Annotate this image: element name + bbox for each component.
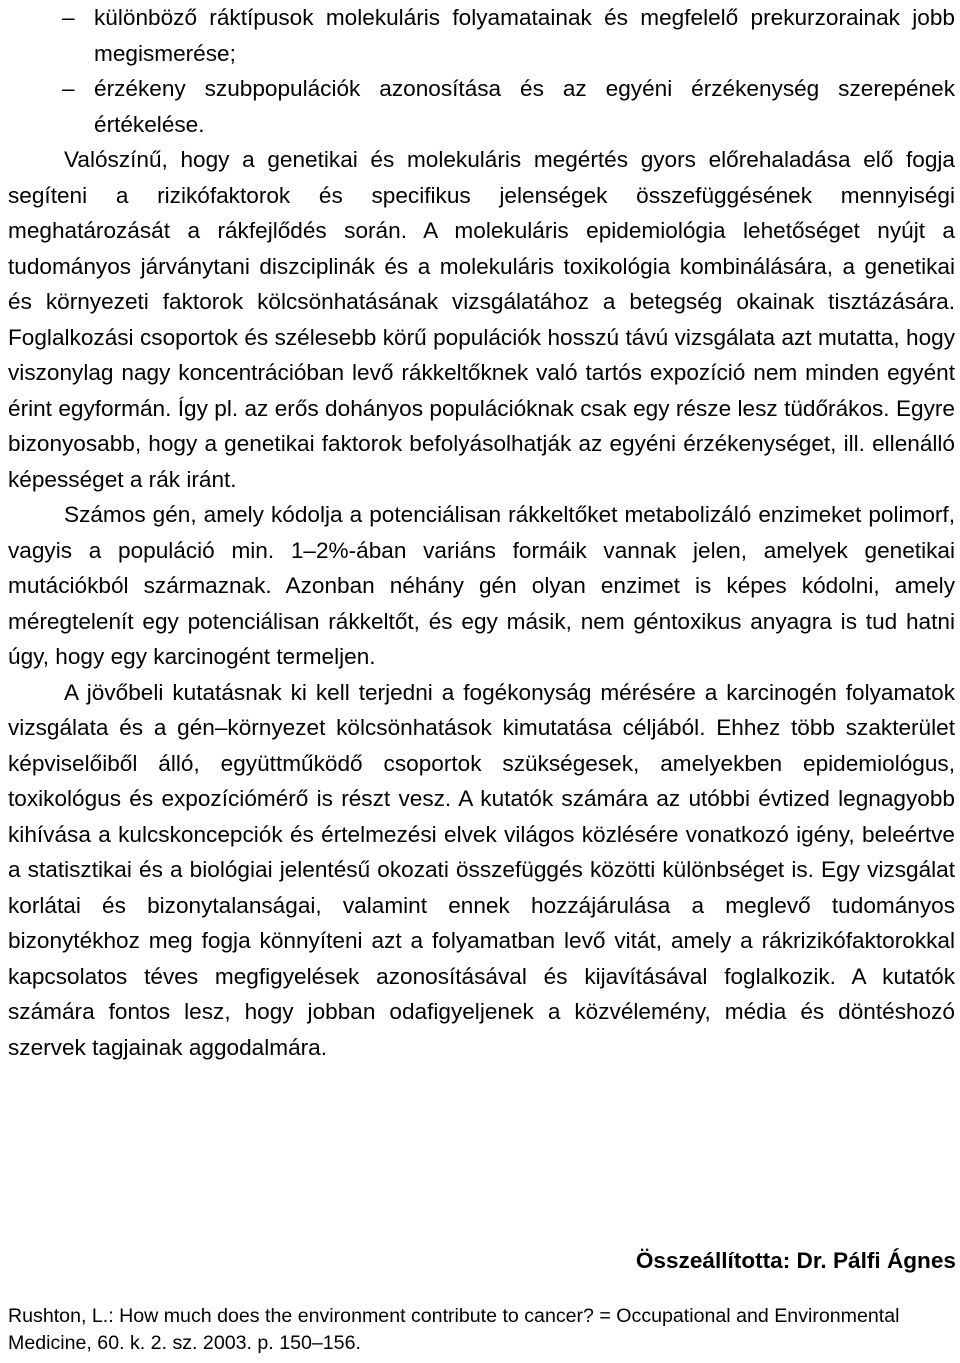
list-item-text: érzékeny szubpopulációk azonosítása és az egyéni érzékenység szerepének értékelése. bbox=[94, 76, 955, 137]
list-dash: – bbox=[62, 5, 75, 30]
paragraph-gene-polymorphism: Számos gén, amely kódolja a potenciálisan rákkeltőket metabolizáló enzimeket polimorf, vagyis a populáció min. 1–2%-ában variáns formáik vannak jelen, amelyek genetikai mutációkból származnak. Azonban néhány gén olyan enzimet is képes kódolni, amely méregtelenít egy potenciálisan rákkeltőt, és egy másik, nem géntoxikus anyagra is tud hatni úgy, hogy egy karcinogént termeljen. bbox=[8, 502, 955, 669]
article-body bbox=[8, 0, 955, 1065]
paragraph-future-research: A jövőbeli kutatásnak ki kell terjedni a fogékonyság mérésére a karcinogén folyamatok vizsgálata és a gén–környezet kölcsönhatások kimutatása céljából. Ehhez több szakterület képviselőiből álló, együttműködő csoportok szükségesek, amelyekben epidemiológus, toxikológus és expozíciómérő is részt vesz. A kutatók számára az utóbbi évtized legnagyobb kihívása a kulcskoncepciók és értelmezési elvek világos közlésére vonatkozó igény, beleértve a statisztikai és a biológiai jelentésű okozati összefüggés közötti különbséget is. Egy vizsgálat korlátai és bizonytalanságai, valamint ennek hozzájárulása a meglevő tudományos bizonytékhoz meg fogja könnyíteni azt a folyamatban levő vitát, amely a rákrizikófaktorokkal kapcsolatos téves megfigyelések azonosításával és kijavításával foglalkozik. A kutatók számára fontos lesz, hogy jobban odafigyeljenek a közvélemény, média és döntéshozó szervek tagjainak aggodalmára. bbox=[8, 679, 955, 1060]
list-item-text: különböző ráktípusok molekuláris folyamatainak és megfelelő prekurzorainak jobb megismerése; bbox=[94, 5, 955, 66]
author-signature: Összeállította: Dr. Pálfi Ágnes bbox=[635, 1248, 956, 1273]
paragraph-molecular-epidemiology: Valószínű, hogy a genetikai és molekuláris megértés gyors előrehaladása elő fogja segíteni a rizikófaktorok és specifikus jelenségek összefüggésének mennyiségi meghatározását a rákfejlődés során. A molekuláris epidemiológia lehetőséget nyújt a tudományos járványtani diszciplinák és a molekuláris toxikológia kombinálására, a genetikai és környezeti faktorok kölcsönhatásának vizsgálatához a betegség okainak tisztázására. Foglalkozási csoportok és szélesebb körű populációk hosszú távú vizsgálata azt mutatta, hogy viszonylag nagy koncentrációban levő rákkeltőknek való tartós expozíció nem minden egyént érint egyformán. Így pl. az erős dohányos populációknak csak egy része lesz tüdőrákos. Egyre bizonyosabb, hogy a genetikai faktorok befolyásolhatják az egyéni érzékenységet, ill. ellenálló képességet a rák iránt. bbox=[8, 147, 955, 492]
list-item bbox=[8, 0, 955, 71]
list-item bbox=[8, 71, 955, 142]
bibliographic-reference: Rushton, L.: How much does the environment contribute to cancer? = Occupational and Environmental Medicine, 60. k. 2. sz. 2003. p. 150–156. bbox=[8, 1305, 900, 1354]
list-dash: – bbox=[62, 76, 75, 101]
